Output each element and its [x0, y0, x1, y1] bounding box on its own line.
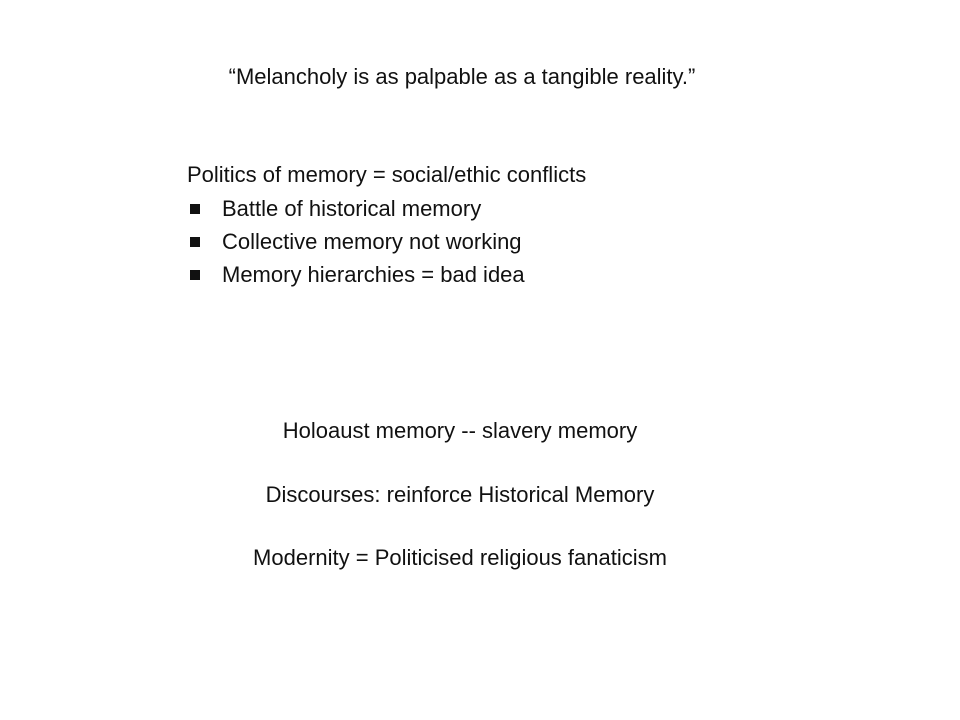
statement-modernity: Modernity = Politicised religious fanaticism: [253, 545, 667, 570]
bullet-item: [187, 258, 787, 291]
quote-text: “Melancholy is as palpable as a tangible reality.”: [228, 64, 696, 89]
politics-heading: Politics of memory = social/ethic conflicts: [187, 162, 587, 187]
bullet-text: Collective memory not working: [222, 229, 522, 254]
statement-discourses: Discourses: reinforce Historical Memory: [265, 482, 655, 507]
bullet-text: Battle of historical memory: [222, 196, 482, 221]
square-bullet-icon: [190, 237, 200, 247]
bullet-item: [187, 225, 787, 258]
bullet-item: [187, 192, 787, 225]
square-bullet-icon: [190, 204, 200, 214]
statement-holocaust-slavery: Holoaust memory -- slavery memory: [282, 418, 638, 443]
bullet-text: Memory hierarchies = bad idea: [222, 262, 525, 287]
bullet-list: [187, 192, 787, 291]
square-bullet-icon: [190, 270, 200, 280]
politics-section: [187, 160, 787, 291]
